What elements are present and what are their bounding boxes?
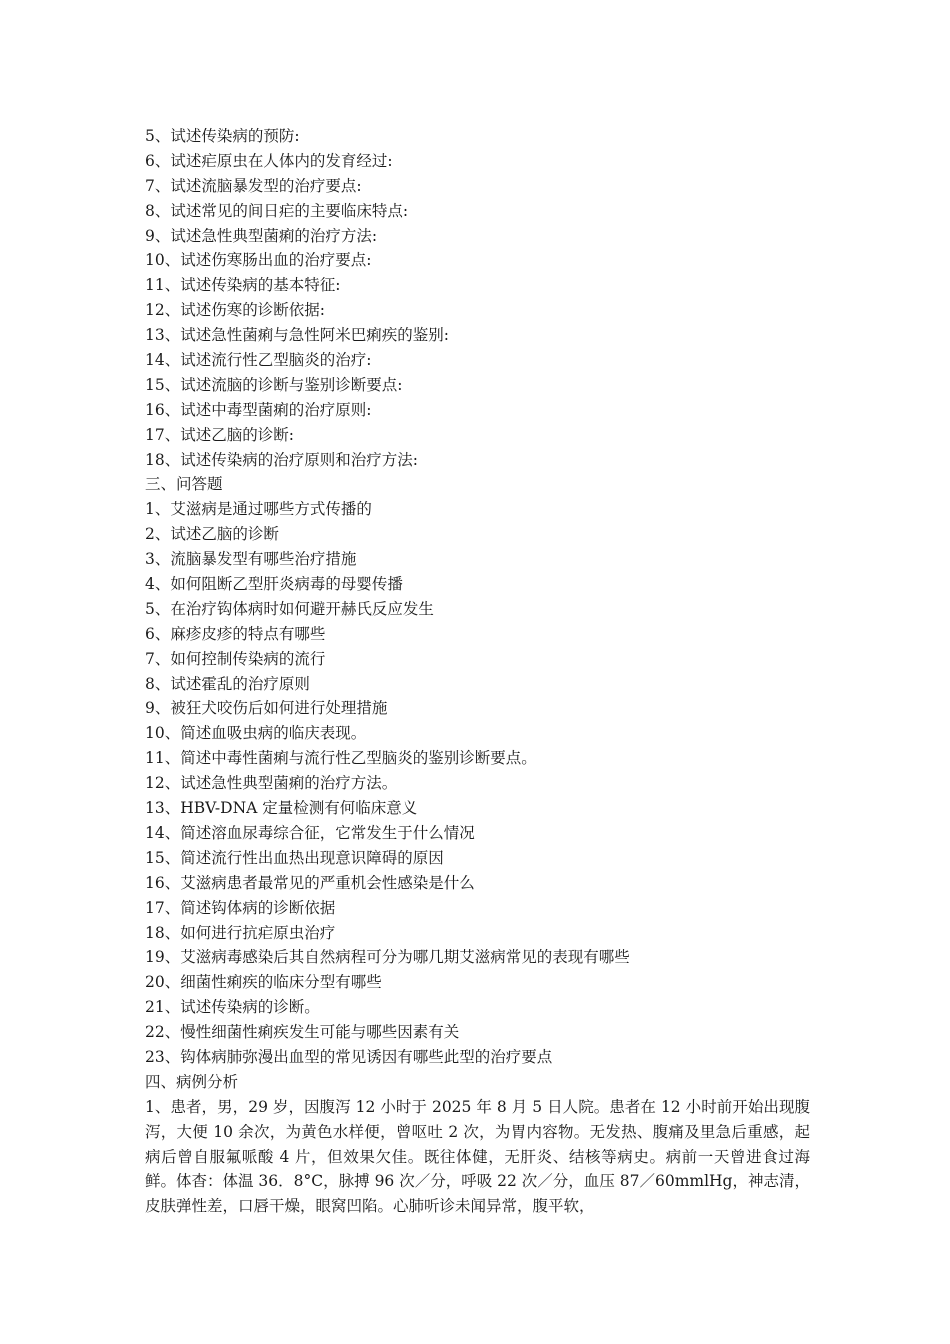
list-item: 14、简述溶血尿毒综合征，它常发生于什么情况: [145, 823, 475, 842]
list-item: 18、试述传染病的治疗原则和治疗方法:: [145, 450, 418, 469]
list-item: 20、细菌性痢疾的临床分型有哪些: [145, 973, 382, 992]
list-item: 21、试述传染病的诊断。: [145, 998, 320, 1017]
list-item: 2、试述乙脑的诊断: [145, 525, 279, 544]
list-item: 8、试述常见的间日疟的主要临床特点:: [145, 201, 409, 220]
list-item: 9、试述急性典型菌痢的治疗方法:: [145, 226, 378, 245]
list-item: 11、试述传染病的基本特征:: [145, 276, 341, 295]
list-item: 13、试述急性菌痢与急性阿米巴痢疾的鉴别:: [145, 326, 449, 345]
list-item: 10、试述伤寒肠出血的治疗要点:: [145, 251, 372, 270]
list-item: 13、HBV-DNA 定量检测有何临床意义: [145, 799, 418, 818]
list-item: 16、艾滋病患者最常见的严重机会性感染是什么: [145, 873, 475, 892]
document-body: [145, 124, 810, 1219]
list-item: 7、试述流脑暴发型的治疗要点:: [145, 176, 362, 195]
list-item: 9、被狂犬咬伤后如何进行处理措施: [145, 699, 388, 718]
list-item: 15、试述流脑的诊断与鉴别诊断要点:: [145, 375, 403, 394]
list-item: 11、简述中毒性菌痢与流行性乙型脑炎的鉴别诊断要点。: [145, 749, 537, 768]
list-item: 23、钩体病肺弥漫出血型的常见诱因有哪些此型的治疗要点: [145, 1047, 553, 1066]
list-item: 6、麻疹皮疹的特点有哪些: [145, 624, 326, 643]
list-item: 18、如何进行抗疟原虫治疗: [145, 923, 336, 942]
list-item: 16、试述中毒型菌痢的治疗原则:: [145, 400, 372, 419]
list-item: 8、试述霍乱的治疗原则: [145, 674, 310, 693]
list-item: 1、艾滋病是通过哪些方式传播的: [145, 500, 372, 519]
list-item: 7、如何控制传染病的流行: [145, 649, 326, 668]
list-item: 10、简述血吸虫病的临庆表现。: [145, 724, 367, 743]
list-item: 15、简述流行性出血热出现意识障碍的原因: [145, 848, 444, 867]
list-item: 3、流脑暴发型有哪些治疗措施: [145, 550, 357, 569]
list-item: 5、试述传染病的预防:: [145, 127, 300, 145]
list-item: 12、试述伤寒的诊断依据:: [145, 301, 325, 320]
list-item: 12、试述急性典型菌痢的治疗方法。: [145, 774, 398, 793]
list-item: 17、试述乙脑的诊断:: [145, 425, 294, 444]
list-item: 4、如何阻断乙型肝炎病毒的母婴传播: [145, 575, 403, 594]
list-item: 17、简述钩体病的诊断依据: [145, 898, 336, 917]
section-heading-qa: 三、问答题: [145, 475, 223, 494]
list-item: 14、试述流行性乙型脑炎的治疗:: [145, 351, 372, 370]
case-paragraph: 1、患者，男，29 岁，因腹泻 12 小时于 2025 年 8 月 5 日人院。患者在 12 小时前开始出现腹泻，大便 10 余次，为黄色水样便，曾呕吐 2 次，为胃内容物。无发热、腹痛及里急后重感，起病后曾自服氟哌酸 4 片，但效果欠佳。既往体健，无肝炎、结核等病史。病前一天曾进食过海鲜。体杳：体温 36．8°C，脉搏 96 次／分，呼吸 22 次／分，血压 87／60mmlHg，神志清，皮肤弹性差，口唇干燥，眼窝凹陷。心肺听诊未闻异常，腹平软，: [145, 1097, 810, 1216]
list-item: 22、慢性细菌性痢疾发生可能与哪些因素有关: [145, 1023, 460, 1042]
list-item: 5、在治疗钩体病时如何避开赫氏反应发生: [145, 599, 434, 618]
list-item: 19、艾滋病毒感染后其自然病程可分为哪几期艾滋病常见的表现有哪些: [145, 948, 630, 967]
list-item: 6、试述疟原虫在人体内的发育经过:: [145, 151, 393, 170]
section-heading-case-analysis: 四、病例分析: [145, 1072, 239, 1091]
